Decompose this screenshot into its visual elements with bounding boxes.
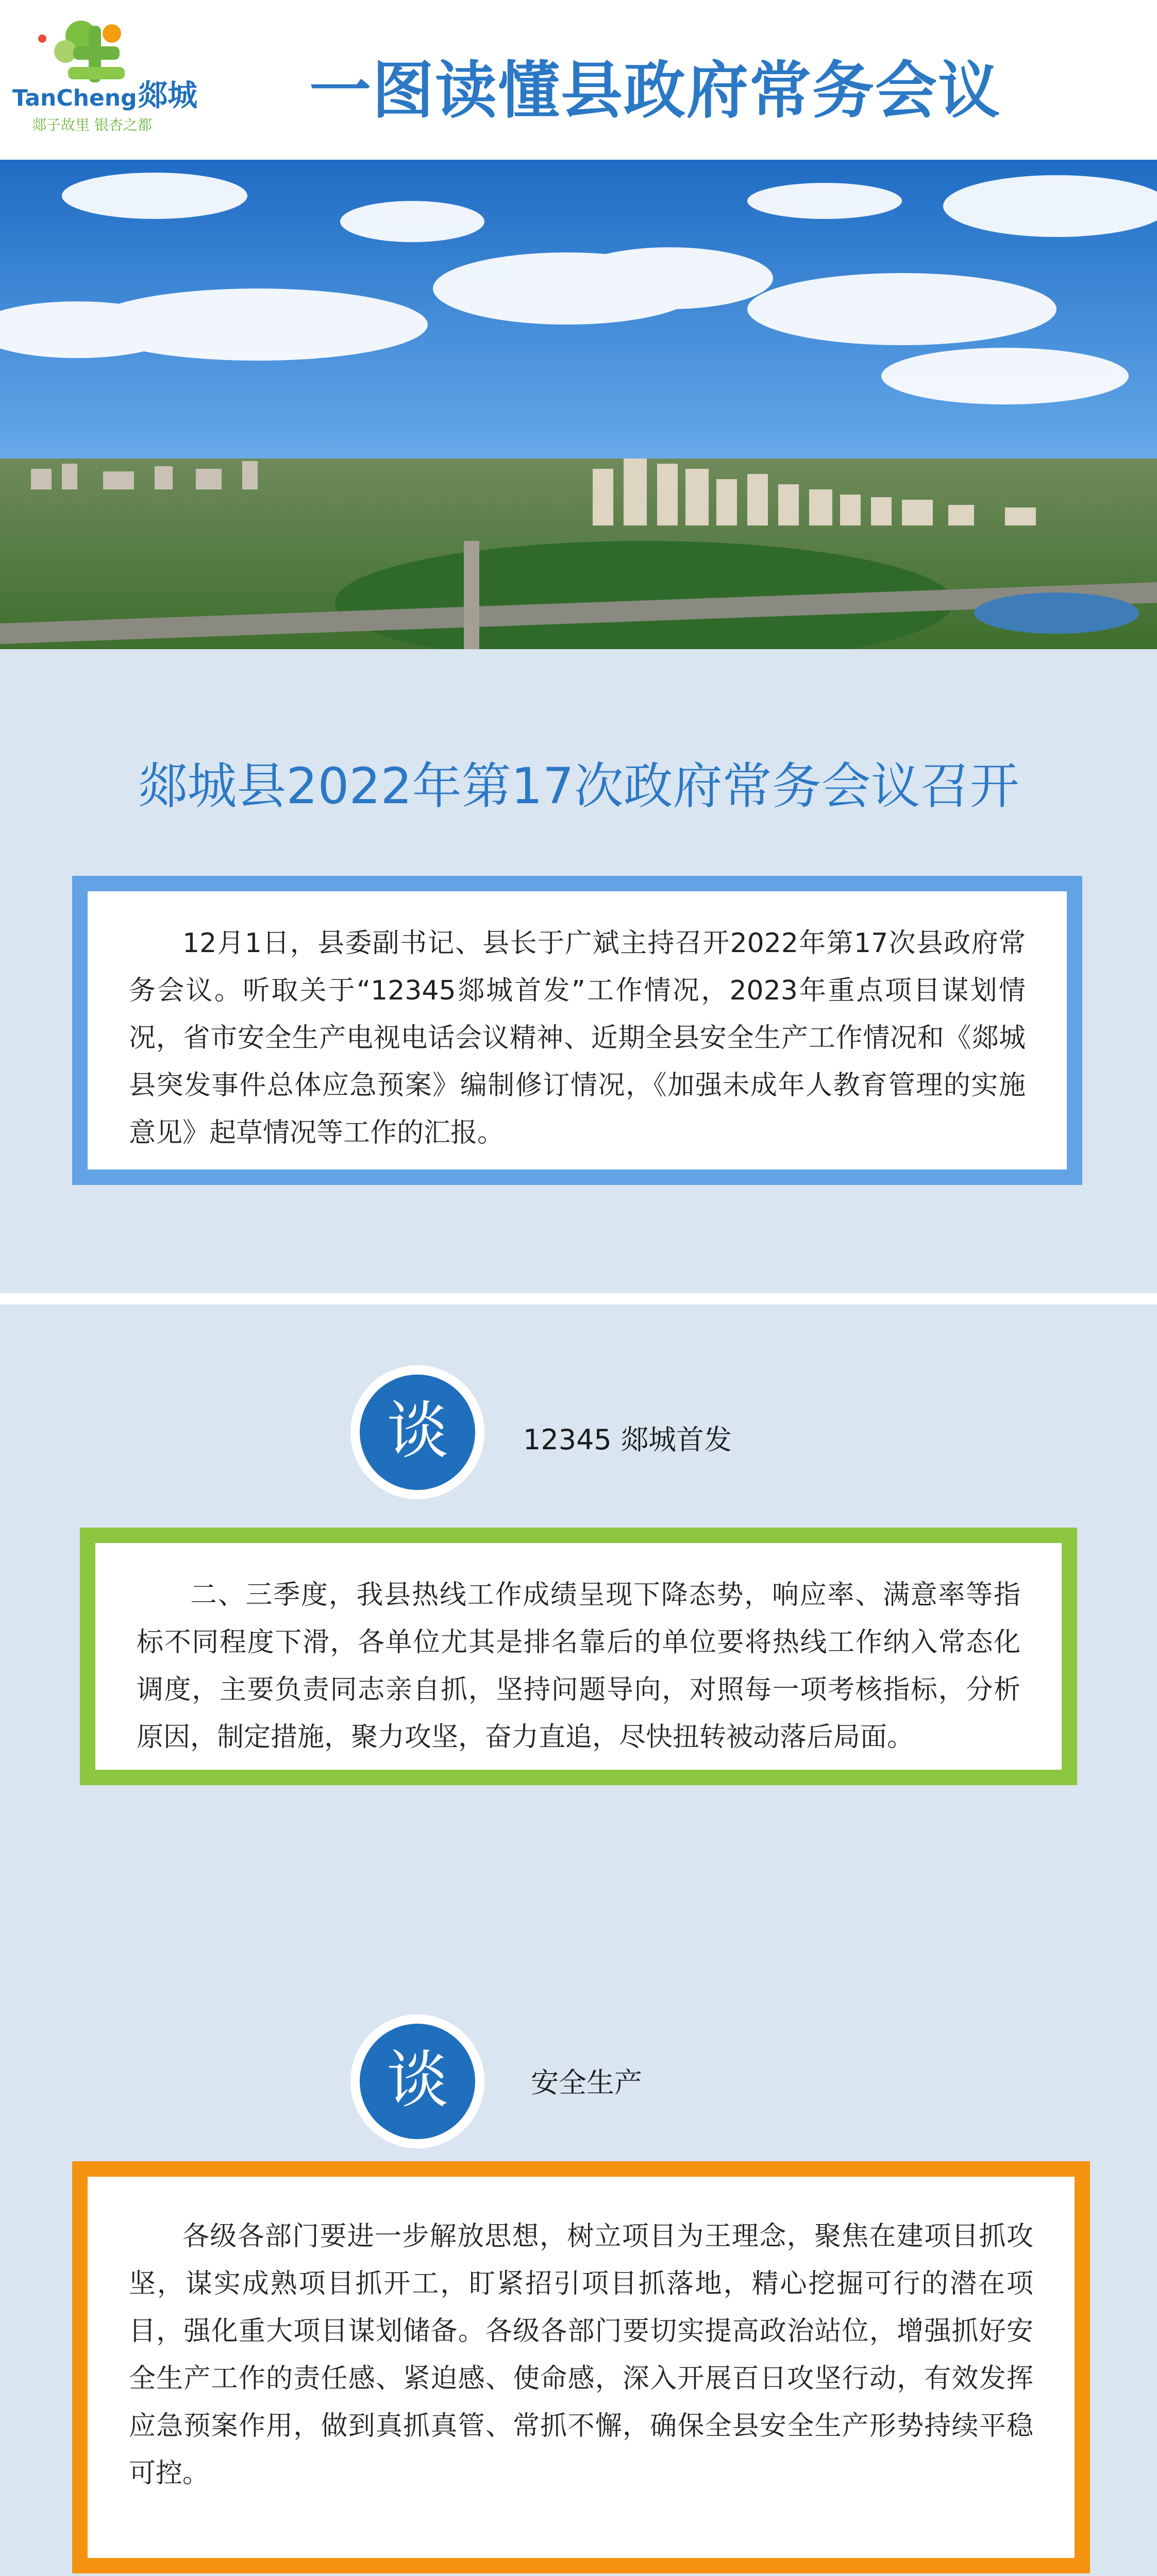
topic-card-hotline bbox=[80, 1528, 1077, 1785]
topic-label-safety: 安全生产 bbox=[531, 2066, 642, 2099]
topic-text-hotline: 二、三季度，我县热线工作成绩呈现下降态势，响应率、满意率等指标不同程度下滑，各单位尤其是排名靠后的单位要将热线工作纳入常态化调度，主要负责同志亲自抓，坚持问题导向，对照每一项考核指标，分析原因，制定措施，聚力攻坚，奋力直追，尽快扭转被动落后局面。 bbox=[137, 1580, 1020, 1753]
topic-badge-icon bbox=[350, 2014, 484, 2148]
meeting-summary-text: 12月1日，县委副书记、县长于广斌主持召开2022年第17次县政府常务会议。听取关于“12345郯城首发”工作情况，2023年重点项目谋划情况，省市安全生产电视电话会议精神、近期全县安全生产工作情况和《郯城县突发事件总体应急预案》编制修订情况，《加强未成年人教育管理的实施意见》起草情况等工作的汇报。 bbox=[129, 928, 1026, 1148]
page-title: 一图读懂县政府常务会议 bbox=[309, 55, 1001, 127]
badge-glyph: 谈 bbox=[387, 2044, 448, 2116]
topic-label-hotline: 12345 郯城首发 bbox=[523, 1423, 732, 1456]
badge-glyph: 谈 bbox=[387, 1395, 448, 1467]
city-skyline-photo bbox=[0, 160, 1157, 649]
tancheng-logo bbox=[11, 10, 228, 139]
logo-brand-en: TanCheng bbox=[12, 85, 137, 111]
topic-badge-icon bbox=[350, 1365, 484, 1499]
logo-brand-cn: 郯城 bbox=[138, 78, 198, 113]
logo-slogan: 郯子故里 银杏之都 bbox=[32, 116, 152, 133]
topic-text-safety: 各级各部门要进一步解放思想，树立项目为王理念，聚焦在建项目抓攻坚，谋实成熟项目抓开工，盯紧招引项目抓落地，精心挖掘可行的潜在项目，强化重大项目谋划储备。各级各部门要切实提高政治站位，增强抓好安全生产工作的责任感、紧迫感、使命感，深入开展百日攻坚行动，有效发挥应急预案作用，做到真抓真管、常抓不懈，确保全县安全生产形势持续平稳可控。 bbox=[129, 2221, 1033, 2489]
meeting-title: 郯城县2022年第17次政府常务会议召开 bbox=[138, 757, 1019, 815]
meeting-summary-card bbox=[72, 876, 1082, 1185]
topic-card-safety bbox=[72, 2161, 1090, 2573]
section-divider bbox=[0, 1293, 1157, 1304]
